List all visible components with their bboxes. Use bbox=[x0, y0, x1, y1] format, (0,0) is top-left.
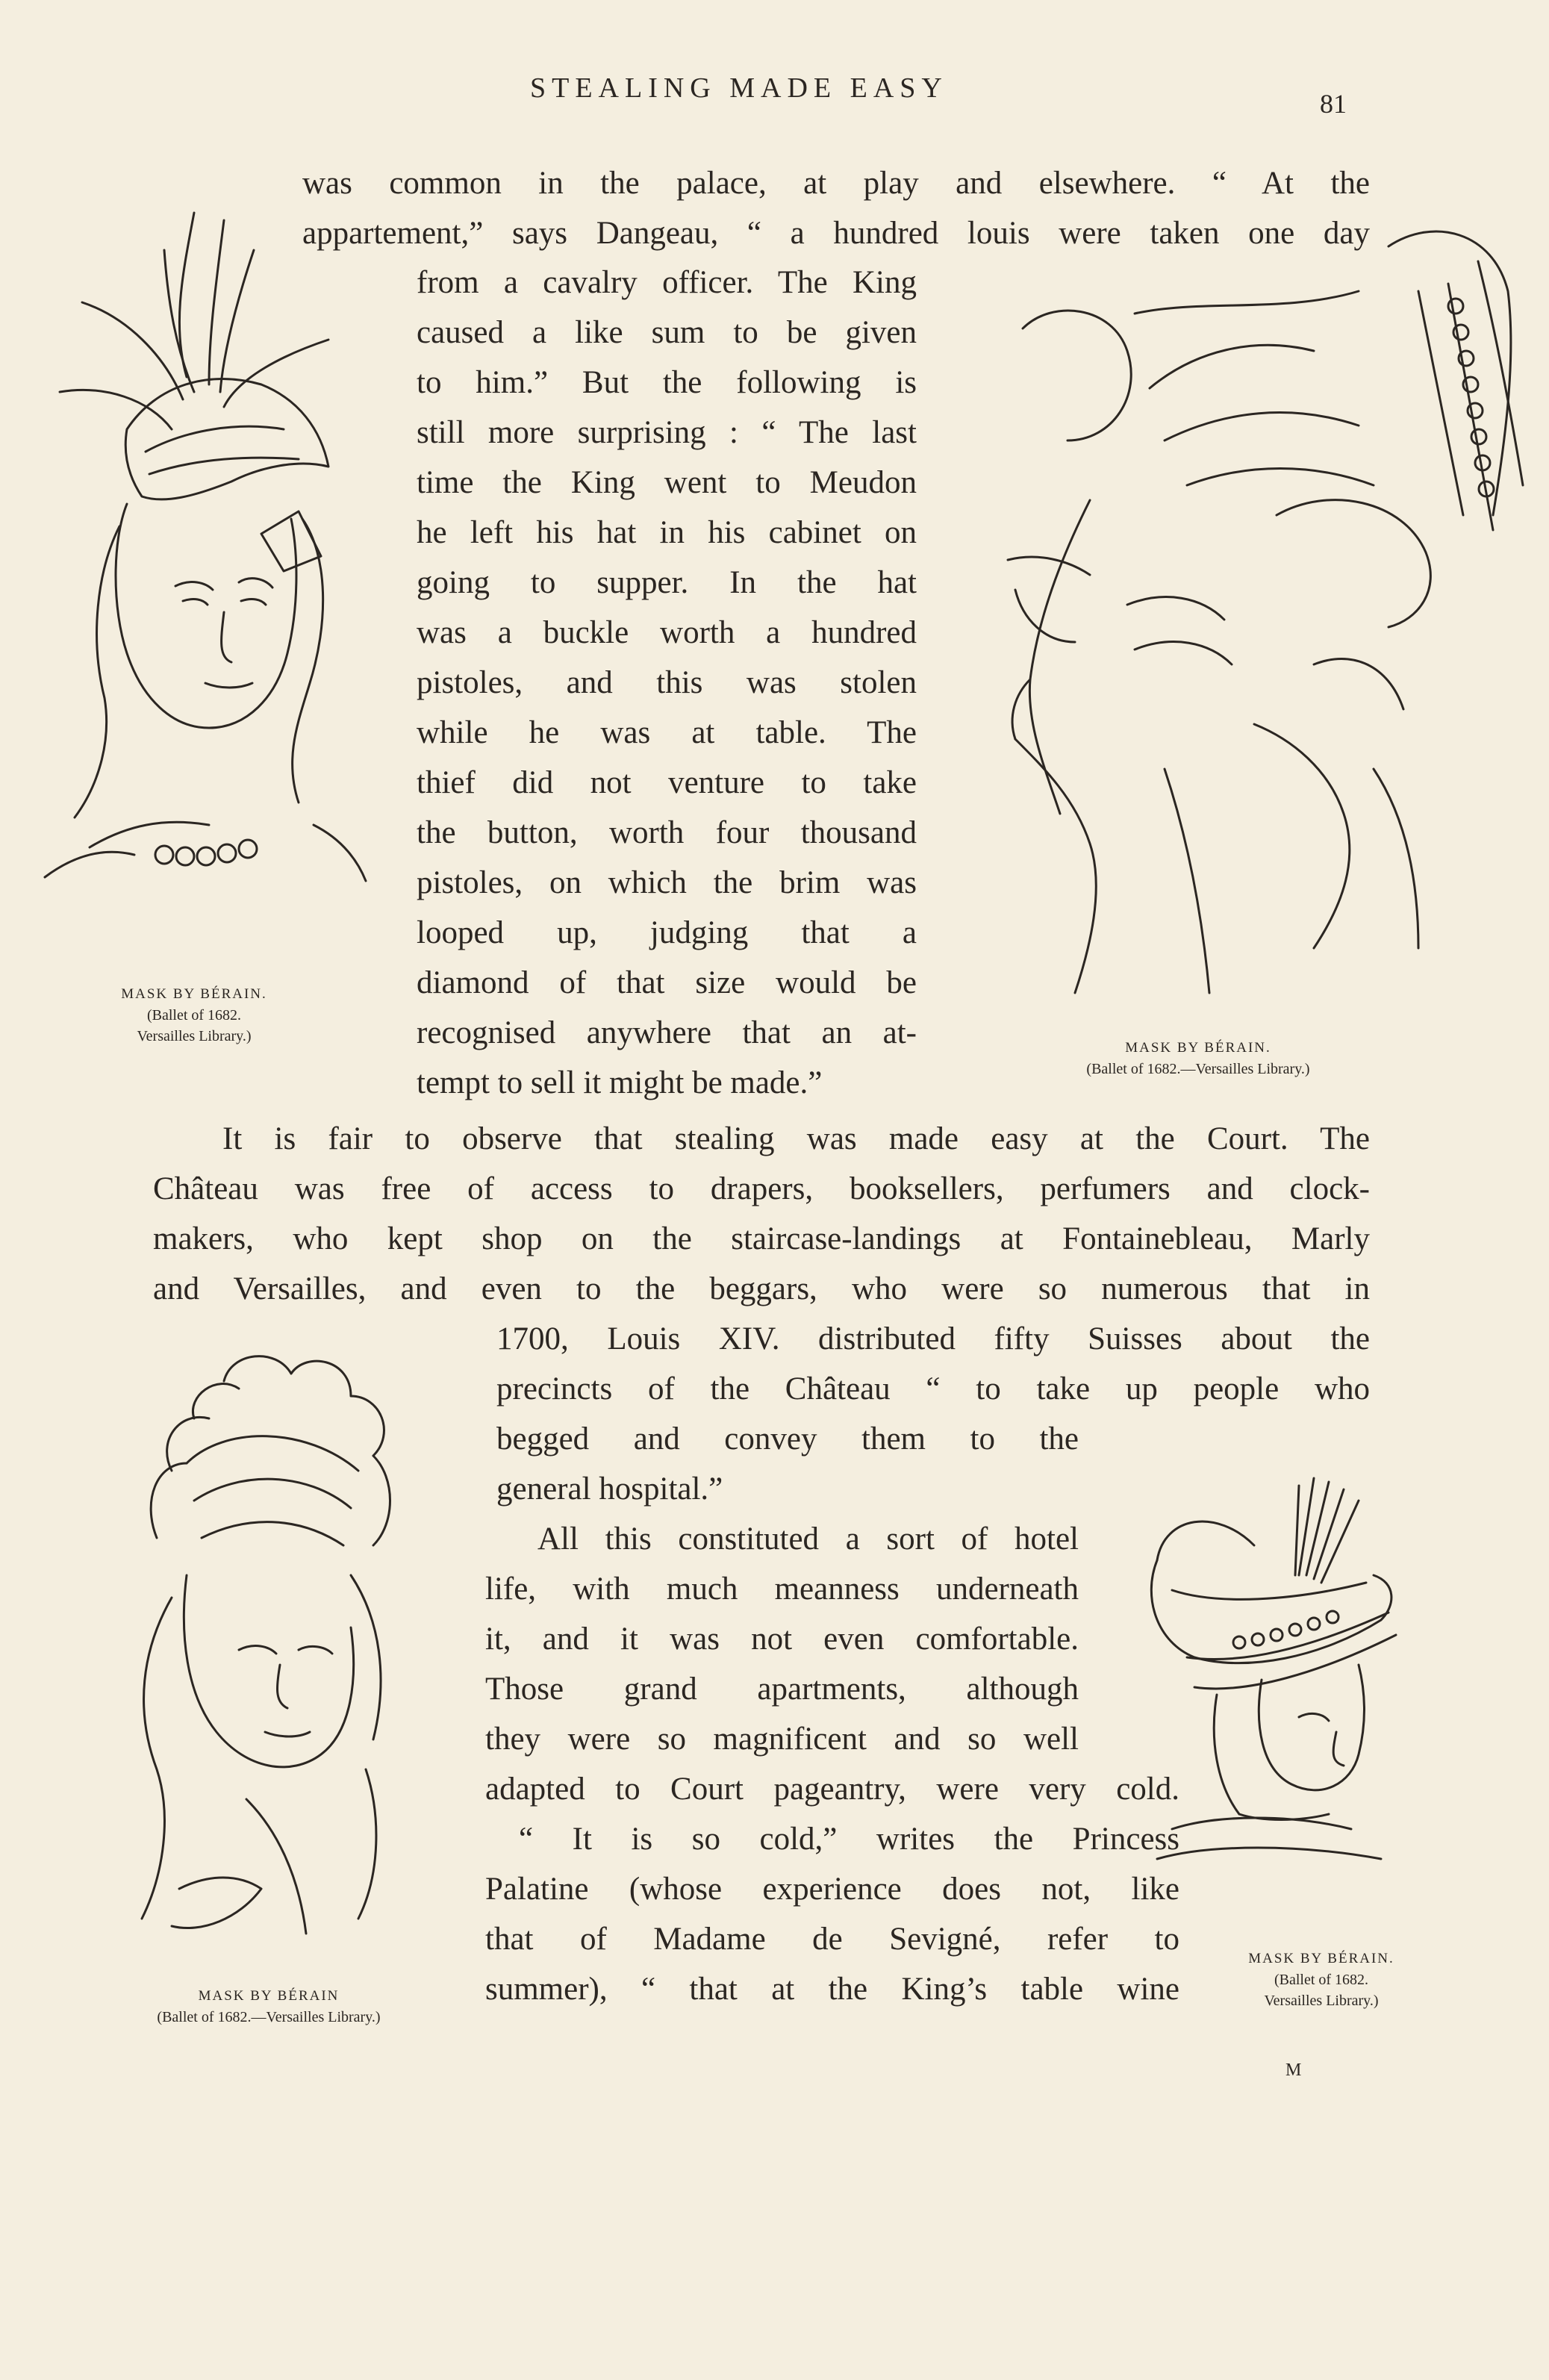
text-line: going to supper. In the hat bbox=[417, 565, 917, 600]
caption-detail: (Ballet of 1682.—Versailles Library.) bbox=[157, 2009, 381, 2025]
text-line: thief did not venture to take bbox=[417, 765, 917, 800]
text-line: while he was at table. The bbox=[417, 715, 917, 750]
caption-title: MASK BY BÉRAIN. bbox=[121, 986, 267, 1002]
text-line: from a cavalry officer. The King bbox=[417, 265, 917, 300]
text-line: Those grand apartments, although bbox=[485, 1672, 1079, 1707]
text-line: that of Madame de Sevigné, refer to bbox=[485, 1922, 1179, 1957]
text-line: summer), “ that at the King’s table wine bbox=[485, 1972, 1179, 2007]
text-line: pistoles, and this was stolen bbox=[417, 665, 917, 700]
text-line: looped up, judging that a bbox=[417, 915, 917, 950]
signature-mark: M bbox=[1285, 2060, 1302, 2080]
figure-caption-3 bbox=[82, 1986, 455, 2028]
text-line: Château was free of access to drapers, booksellers, perfumers and clock- bbox=[153, 1171, 1370, 1206]
text-line: Palatine (whose experience does not, like bbox=[485, 1872, 1179, 1907]
figure-caption-1 bbox=[82, 984, 306, 1047]
text-line: tempt to sell it might be made.” bbox=[417, 1065, 823, 1100]
text-line: pistoles, on which the brim was bbox=[417, 865, 917, 900]
caption-detail: (Ballet of 1682.—Versailles Library.) bbox=[1086, 1061, 1310, 1077]
text-line: 1700, Louis XIV. distributed fifty Suisses about the bbox=[496, 1321, 1370, 1356]
text-line: general hospital.” bbox=[496, 1471, 723, 1507]
figure-mask-2 bbox=[941, 202, 1538, 1030]
text-line: they were so magnificent and so well bbox=[485, 1722, 1079, 1757]
text-line: caused a like sum to be given bbox=[417, 315, 917, 350]
text-line: to him.” But the following is bbox=[417, 365, 917, 400]
running-header bbox=[0, 72, 1549, 119]
caption-title: MASK BY BÉRAIN. bbox=[1125, 1040, 1271, 1056]
mask-profile-helmet-icon bbox=[941, 202, 1538, 1030]
text-line: All this constituted a sort of hotel bbox=[537, 1521, 1079, 1557]
figure-mask-3 bbox=[112, 1351, 426, 1971]
text-line: it, and it was not even comfortable. bbox=[485, 1622, 1079, 1657]
figure-caption-4 bbox=[1202, 1948, 1441, 2011]
text-line: he left his hat in his cabinet on bbox=[417, 515, 917, 550]
caption-detail: (Ballet of 1682. bbox=[1274, 1972, 1369, 1988]
caption-detail: Versailles Library.) bbox=[137, 1028, 252, 1044]
mask-feathered-helmet-icon bbox=[15, 205, 388, 937]
text-line: and Versailles, and even to the beggars, who were so numerous that in bbox=[153, 1271, 1370, 1306]
text-line: the button, worth four thousand bbox=[417, 815, 917, 850]
figure-mask-1 bbox=[15, 205, 388, 937]
caption-detail: (Ballet of 1682. bbox=[146, 1007, 242, 1024]
text-line: precincts of the Château “ to take up people who bbox=[496, 1371, 1370, 1406]
text-line: time the King went to Meudon bbox=[417, 465, 917, 500]
mask-crowned-helmet-icon bbox=[1127, 1471, 1426, 1889]
figure-mask-4 bbox=[1127, 1471, 1426, 1889]
caption-title: MASK BY BÉRAIN bbox=[198, 1988, 340, 2004]
text-line: was common in the palace, at play and elsewhere. “ At the bbox=[302, 166, 1370, 201]
page-number: 81 bbox=[1320, 89, 1347, 119]
text-line: life, with much meanness underneath bbox=[485, 1571, 1079, 1607]
text-line: still more surprising : “ The last bbox=[417, 415, 917, 450]
text-line: “ It is so cold,” writes the Princess bbox=[519, 1822, 1179, 1857]
caption-title: MASK BY BÉRAIN. bbox=[1248, 1951, 1394, 1966]
text-line: was a buckle worth a hundred bbox=[417, 615, 917, 650]
text-line: begged and convey them to the bbox=[496, 1421, 1079, 1457]
text-line: recognised anywhere that an at- bbox=[417, 1015, 917, 1050]
text-line: It is fair to observe that stealing was made easy at the Court. The bbox=[222, 1121, 1370, 1156]
running-title: STEALING MADE EASY bbox=[530, 72, 948, 104]
text-line: diamond of that size would be bbox=[417, 965, 917, 1000]
text-line: adapted to Court pageantry, were very cold. bbox=[485, 1772, 1179, 1807]
caption-detail: Versailles Library.) bbox=[1264, 1993, 1379, 2009]
text-line: makers, who kept shop on the staircase-landings at Fontainebleau, Marly bbox=[153, 1221, 1370, 1256]
text-line: appartement,” says Dangeau, “ a hundred louis were taken one day bbox=[302, 216, 1370, 251]
mask-plumed-headdress-icon bbox=[112, 1351, 426, 1971]
figure-caption-2 bbox=[1004, 1038, 1392, 1080]
